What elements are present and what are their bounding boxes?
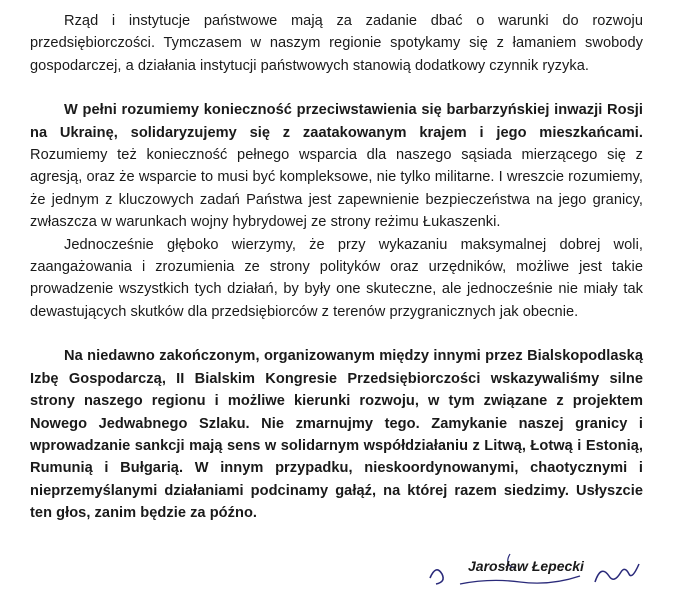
signature-block [420, 548, 660, 590]
paragraph-2-text: Rozumiemy też konieczność pełnego wsparcia dla naszego sąsiada mierzącego się z agresją, oraz że wsparcie to musi być kompleksowe, nie tylko militarne. I wreszcie rozumiemy, że jednym z kluczowych zadań Państwa jest zapewnienie bezpieczeństwa na jego granicy, zwłaszcza w warunkach wojny hybrydowej ze strony reżimu Łukaszenki. [30, 147, 643, 231]
paragraph-1 [30, 10, 643, 77]
paragraph-1-text: Rząd i instytucje państwowe mają za zadanie dbać o warunki do rozwoju przedsiębiorczości. Tymczasem w naszym regionie spotykamy się z łamaniem swobody gospodarczej, a działania instytucji państwowych stanowią dodatkowy czynnik ryzyka. [30, 13, 643, 74]
paragraph-2-bold-text: W pełni rozumiemy konieczność przeciwstawienia się barbarzyńskiej inwazji Rosji na Ukrainę, solidaryzujemy się z zaatakowanym krajem i jego mieszkańcami. [30, 102, 643, 141]
paragraph-3 [30, 234, 643, 324]
paragraph-3-text: Jednocześnie głęboko wierzymy, że przy wykazaniu maksymalnej dobrej woli, zaangażowania i zrozumienia ze strony polityków oraz urzędników, możliwe jest takie prowadzenie wszystkich tych działań, by były one skuteczne, ale jednocześnie nie miały tak dewastujących skutków dla przedsiębiorców z terenów przygranicznych jak obecnie. [30, 236, 643, 320]
paragraph-4 [30, 345, 643, 524]
paragraph-4-text: Na niedawno zakończonym, organizowanym między innymi przez Bialskopodlaską Izbę Gospodarczą, II Bialskim Kongresie Przedsiębiorczości wskazywaliśmy silne strony naszego regionu i możliwe kierunki rozwoju, w tym związane z projektem Nowego Jedwabnego Szlaku. Nie zmarnujmy tego. Zamykanie naszej granicy i wprowadzanie sankcji mają sens w solidarnym współdziałaniu z Litwą, Łotwą i Estonią, Rumunią i Bułgarią. W innym przypadku, nieskoordynowanymi, chaotycznymi i nieprzemyślanymi działaniami podcinamy gałąź, na której razem siedzimy. Usłyszcie ten głos, zanim będzie za późno. [30, 348, 643, 522]
signature-name: Jarosław Łepecki [468, 558, 584, 574]
paragraph-2 [30, 99, 643, 233]
